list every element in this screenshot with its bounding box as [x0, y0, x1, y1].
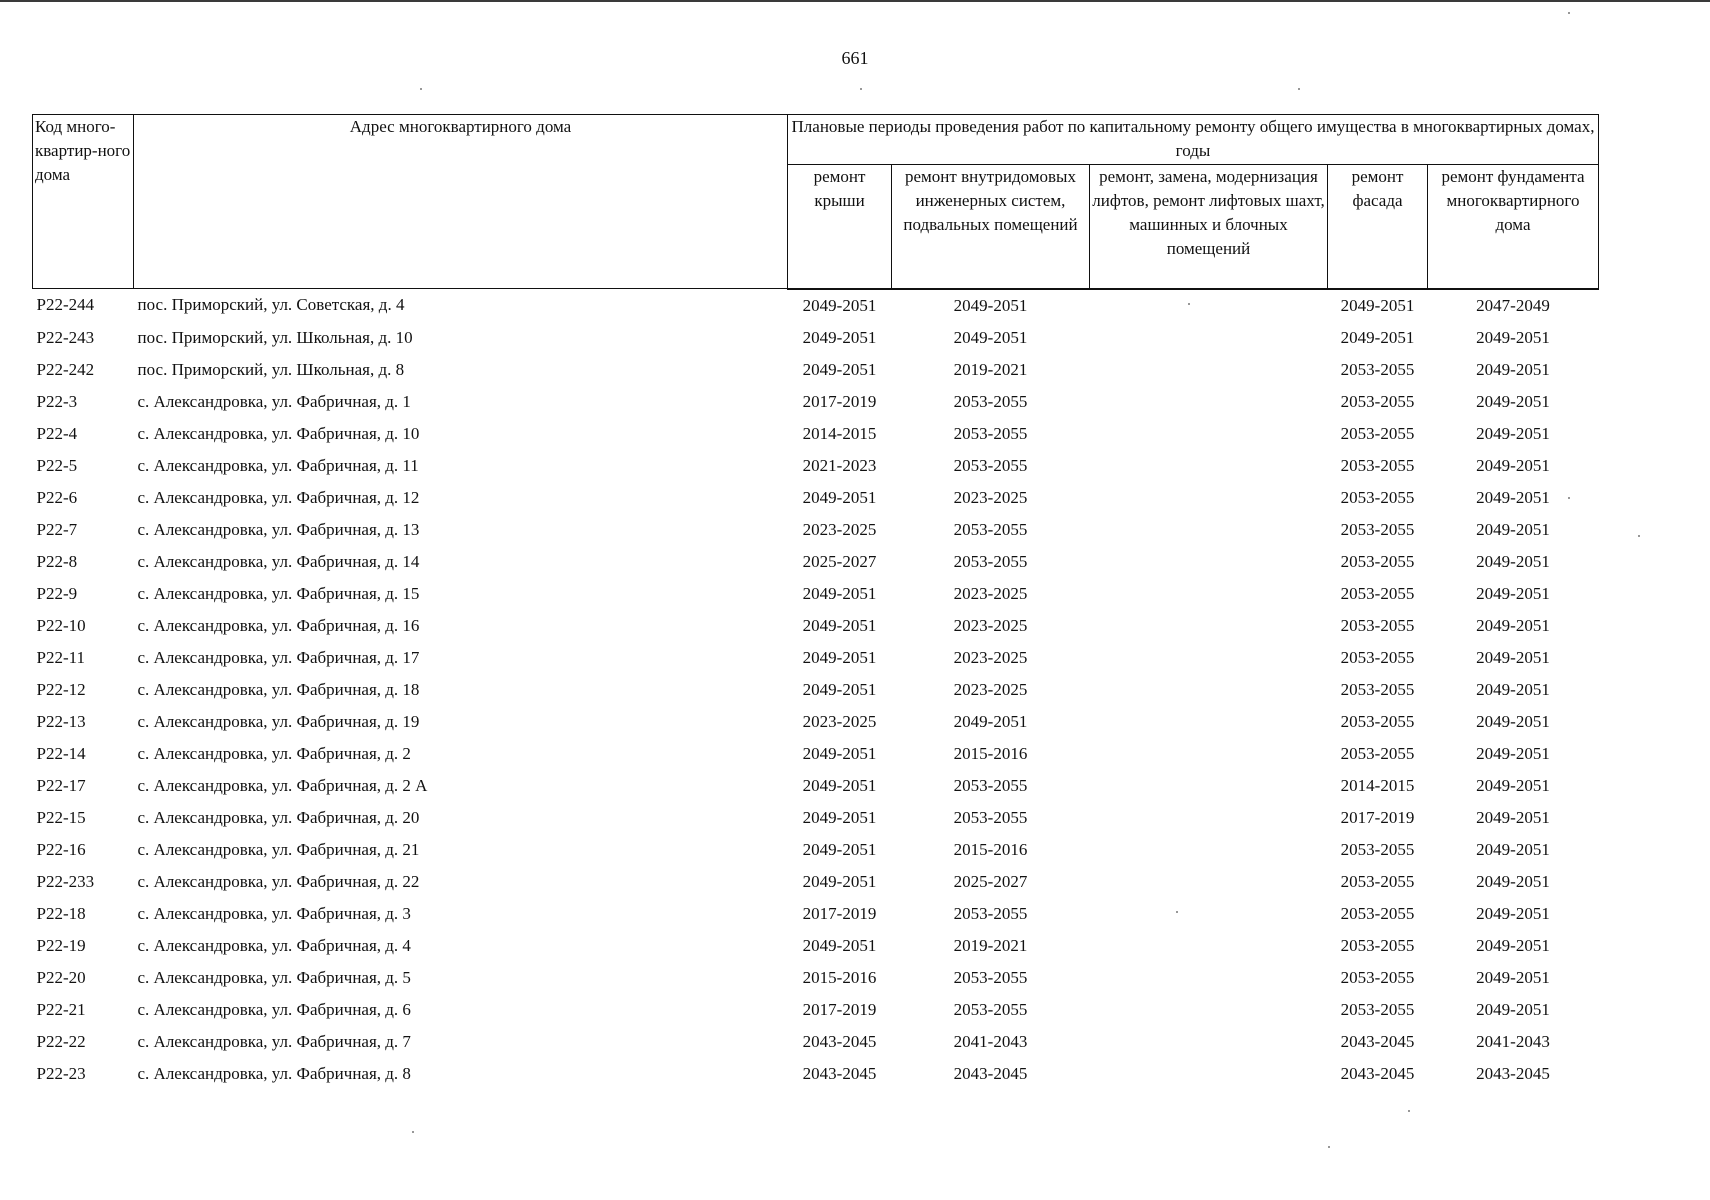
cell-code: Р22-21 — [36, 999, 86, 1019]
cell-code: Р22-243 — [36, 327, 95, 347]
cell-facade: 2043-2045 — [1340, 1031, 1415, 1051]
cell-roof: 2049-2051 — [802, 743, 877, 763]
table-row — [33, 1058, 1599, 1090]
cell-foundation: 2049-2051 — [1476, 583, 1550, 603]
cell-address: с. Александровка, ул. Фабричная, д. 21 — [137, 839, 420, 859]
cell-code: Р22-8 — [36, 551, 78, 571]
cell-code: Р22-9 — [36, 583, 78, 603]
table-row — [33, 289, 1599, 322]
capital-repair-table — [32, 114, 1599, 1090]
cell-roof: 2017-2019 — [802, 903, 877, 923]
cell-roof: 2049-2051 — [802, 327, 877, 347]
cell-elevators — [1090, 706, 1328, 738]
cell-elevators — [1090, 450, 1328, 482]
table-row — [33, 578, 1599, 610]
cell-engineering: 2053-2055 — [953, 999, 1028, 1019]
cell-foundation: 2041-2043 — [1476, 1031, 1550, 1051]
cell-address: с. Александровка, ул. Фабричная, д. 11 — [137, 455, 419, 475]
table-row — [33, 610, 1599, 642]
cell-elevators — [1090, 930, 1328, 962]
table-row — [33, 866, 1599, 898]
cell-facade: 2053-2055 — [1340, 359, 1415, 379]
cell-engineering: 2023-2025 — [953, 487, 1028, 507]
cell-foundation: 2049-2051 — [1476, 647, 1550, 667]
cell-code: Р22-7 — [36, 519, 78, 539]
cell-address: с. Александровка, ул. Фабричная, д. 3 — [137, 903, 411, 923]
table-row — [33, 898, 1599, 930]
cell-engineering: 2049-2051 — [953, 711, 1028, 731]
cell-elevators — [1090, 1058, 1328, 1090]
cell-address: с. Александровка, ул. Фабричная, д. 22 — [137, 871, 420, 891]
cell-elevators — [1090, 610, 1328, 642]
cell-engineering: 2015-2016 — [953, 839, 1028, 859]
table-row — [33, 482, 1599, 514]
cell-facade: 2053-2055 — [1340, 679, 1415, 699]
cell-engineering: 2043-2045 — [953, 1063, 1028, 1083]
header-engineering: ремонт внутридомовых инженерных систем, подвальных помещений — [892, 165, 1090, 289]
cell-facade: 2053-2055 — [1340, 999, 1415, 1019]
cell-roof: 2049-2051 — [802, 935, 877, 955]
cell-foundation: 2049-2051 — [1476, 359, 1550, 379]
cell-engineering: 2023-2025 — [953, 583, 1028, 603]
cell-roof: 2049-2051 — [802, 295, 877, 315]
header-code: Код много-квартир-ного дома — [33, 115, 134, 289]
cell-code: Р22-23 — [36, 1063, 86, 1083]
cell-foundation: 2049-2051 — [1476, 967, 1550, 987]
scan-speck — [1298, 88, 1300, 90]
cell-elevators — [1090, 514, 1328, 546]
cell-roof: 2043-2045 — [802, 1063, 877, 1083]
cell-address: с. Александровка, ул. Фабричная, д. 5 — [137, 967, 411, 987]
cell-elevators — [1090, 322, 1328, 354]
cell-elevators — [1090, 738, 1328, 770]
cell-roof: 2049-2051 — [802, 839, 877, 859]
cell-roof: 2049-2051 — [802, 583, 877, 603]
cell-address: пос. Приморский, ул. Школьная, д. 8 — [137, 359, 405, 379]
cell-engineering: 2023-2025 — [953, 615, 1028, 635]
cell-roof: 2023-2025 — [802, 711, 877, 731]
cell-elevators — [1090, 418, 1328, 450]
page-number: 661 — [841, 48, 869, 68]
cell-elevators — [1090, 674, 1328, 706]
table-row — [33, 322, 1599, 354]
cell-facade: 2053-2055 — [1340, 391, 1415, 411]
cell-engineering: 2015-2016 — [953, 743, 1028, 763]
cell-code: Р22-18 — [36, 903, 86, 923]
cell-roof: 2049-2051 — [802, 679, 877, 699]
cell-foundation: 2049-2051 — [1476, 839, 1550, 859]
cell-code: Р22-14 — [36, 743, 86, 763]
cell-roof: 2043-2045 — [802, 1031, 877, 1051]
table-header — [33, 115, 1599, 289]
table-row — [33, 1026, 1599, 1058]
table-row — [33, 994, 1599, 1026]
cell-facade: 2043-2045 — [1340, 1063, 1415, 1083]
cell-facade: 2053-2055 — [1340, 487, 1415, 507]
cell-facade: 2053-2055 — [1340, 583, 1415, 603]
cell-code: Р22-22 — [36, 1031, 86, 1051]
header-planned-periods: Плановые периоды проведения работ по капитальному ремонту общего имущества в многоквартирных домах, годы — [788, 115, 1599, 165]
scan-speck — [1188, 303, 1190, 305]
cell-roof: 2017-2019 — [802, 391, 877, 411]
cell-roof: 2025-2027 — [802, 551, 877, 571]
cell-address: с. Александровка, ул. Фабричная, д. 12 — [137, 487, 420, 507]
scan-speck — [1568, 12, 1570, 14]
scan-speck — [1328, 1146, 1330, 1148]
cell-address: пос. Приморский, ул. Советская, д. 4 — [137, 295, 405, 315]
cell-elevators — [1090, 898, 1328, 930]
cell-elevators — [1090, 482, 1328, 514]
cell-address: с. Александровка, ул. Фабричная, д. 8 — [137, 1063, 411, 1083]
table-row — [33, 834, 1599, 866]
cell-code: Р22-242 — [36, 359, 95, 379]
cell-roof: 2014-2015 — [802, 423, 877, 443]
table-row — [33, 930, 1599, 962]
cell-foundation: 2049-2051 — [1476, 935, 1550, 955]
cell-elevators — [1090, 546, 1328, 578]
table-row — [33, 354, 1599, 386]
header-elevators: ремонт, замена, модернизация лифтов, ремонт лифтовых шахт, машинных и блочных помещений — [1090, 165, 1328, 289]
scan-speck — [1176, 911, 1178, 913]
cell-roof: 2049-2051 — [802, 615, 877, 635]
table-row — [33, 546, 1599, 578]
cell-elevators — [1090, 1026, 1328, 1058]
cell-code: Р22-3 — [36, 391, 78, 411]
cell-roof: 2021-2023 — [802, 455, 877, 475]
cell-facade: 2053-2055 — [1340, 615, 1415, 635]
cell-engineering: 2053-2055 — [953, 455, 1028, 475]
cell-code: Р22-5 — [36, 455, 78, 475]
cell-engineering: 2019-2021 — [953, 935, 1028, 955]
cell-facade: 2053-2055 — [1340, 871, 1415, 891]
cell-code: Р22-16 — [36, 839, 86, 859]
cell-code: Р22-19 — [36, 935, 86, 955]
cell-engineering: 2053-2055 — [953, 519, 1028, 539]
cell-code: Р22-4 — [36, 423, 78, 443]
cell-engineering: 2053-2055 — [953, 423, 1028, 443]
cell-address: с. Александровка, ул. Фабричная, д. 16 — [137, 615, 420, 635]
scan-speck — [1568, 497, 1570, 499]
cell-facade: 2053-2055 — [1340, 519, 1415, 539]
cell-facade: 2014-2015 — [1340, 775, 1415, 795]
cell-engineering: 2053-2055 — [953, 775, 1028, 795]
cell-foundation: 2047-2049 — [1476, 295, 1550, 315]
cell-address: с. Александровка, ул. Фабричная, д. 2 — [137, 743, 411, 763]
cell-roof: 2023-2025 — [802, 519, 877, 539]
cell-facade: 2049-2051 — [1340, 295, 1415, 315]
cell-facade: 2053-2055 — [1340, 423, 1415, 443]
cell-code: Р22-15 — [36, 807, 86, 827]
cell-foundation: 2049-2051 — [1476, 391, 1550, 411]
header-facade: ремонт фасада — [1328, 165, 1428, 289]
cell-foundation: 2049-2051 — [1476, 679, 1550, 699]
cell-foundation: 2049-2051 — [1476, 999, 1550, 1019]
cell-foundation: 2049-2051 — [1476, 807, 1550, 827]
cell-address: с. Александровка, ул. Фабричная, д. 1 — [137, 391, 411, 411]
scan-speck — [860, 88, 862, 90]
cell-code: Р22-20 — [36, 967, 86, 987]
cell-facade: 2017-2019 — [1340, 807, 1415, 827]
cell-facade: 2053-2055 — [1340, 551, 1415, 571]
cell-code: Р22-244 — [36, 295, 95, 315]
cell-address: с. Александровка, ул. Фабричная, д. 17 — [137, 647, 420, 667]
table-row — [33, 706, 1599, 738]
cell-engineering: 2025-2027 — [953, 871, 1028, 891]
header-foundation: ремонт фундамента многоквартирного дома — [1428, 165, 1599, 289]
cell-foundation: 2049-2051 — [1476, 519, 1550, 539]
cell-elevators — [1090, 642, 1328, 674]
cell-address: с. Александровка, ул. Фабричная, д. 13 — [137, 519, 420, 539]
cell-address: с. Александровка, ул. Фабричная, д. 18 — [137, 679, 420, 699]
cell-address: с. Александровка, ул. Фабричная, д. 14 — [137, 551, 420, 571]
cell-roof: 2049-2051 — [802, 359, 877, 379]
cell-foundation: 2049-2051 — [1476, 871, 1550, 891]
cell-elevators — [1090, 354, 1328, 386]
cell-foundation: 2049-2051 — [1476, 743, 1550, 763]
cell-code: Р22-13 — [36, 711, 86, 731]
cell-roof: 2049-2051 — [802, 871, 877, 891]
cell-facade: 2053-2055 — [1340, 711, 1415, 731]
cell-elevators — [1090, 994, 1328, 1026]
cell-address: с. Александровка, ул. Фабричная, д. 19 — [137, 711, 420, 731]
cell-roof: 2049-2051 — [802, 487, 877, 507]
cell-foundation: 2049-2051 — [1476, 711, 1550, 731]
cell-foundation: 2049-2051 — [1476, 455, 1550, 475]
scan-speck — [1638, 535, 1640, 537]
cell-facade: 2053-2055 — [1340, 935, 1415, 955]
cell-code: Р22-10 — [36, 615, 86, 635]
cell-foundation: 2049-2051 — [1476, 487, 1550, 507]
cell-foundation: 2043-2045 — [1476, 1063, 1550, 1083]
cell-engineering: 2053-2055 — [953, 391, 1028, 411]
cell-roof: 2049-2051 — [802, 807, 877, 827]
cell-engineering: 2053-2055 — [953, 807, 1028, 827]
cell-elevators — [1090, 834, 1328, 866]
table-row — [33, 642, 1599, 674]
cell-code: Р22-17 — [36, 775, 86, 795]
cell-facade: 2053-2055 — [1340, 455, 1415, 475]
cell-engineering: 2053-2055 — [953, 903, 1028, 923]
cell-foundation: 2049-2051 — [1476, 903, 1550, 923]
cell-facade: 2053-2055 — [1340, 839, 1415, 859]
cell-engineering: 2023-2025 — [953, 679, 1028, 699]
cell-facade: 2053-2055 — [1340, 647, 1415, 667]
table-row — [33, 770, 1599, 802]
header-roof: ремонт крыши — [788, 165, 892, 289]
cell-roof: 2049-2051 — [802, 647, 877, 667]
cell-engineering: 2049-2051 — [953, 295, 1028, 315]
cell-address: с. Александровка, ул. Фабричная, д. 7 — [137, 1031, 411, 1051]
cell-address: с. Александровка, ул. Фабричная, д. 6 — [137, 999, 411, 1019]
cell-foundation: 2049-2051 — [1476, 551, 1550, 571]
cell-address: с. Александровка, ул. Фабричная, д. 10 — [137, 423, 420, 443]
scan-speck — [412, 1131, 414, 1133]
scan-speck — [420, 88, 422, 90]
table-row — [33, 802, 1599, 834]
cell-facade: 2053-2055 — [1340, 967, 1415, 987]
cell-facade: 2053-2055 — [1340, 743, 1415, 763]
header-address: Адрес многоквартирного дома — [134, 115, 788, 289]
cell-elevators — [1090, 770, 1328, 802]
table-row — [33, 450, 1599, 482]
table-row — [33, 962, 1599, 994]
cell-engineering: 2053-2055 — [953, 967, 1028, 987]
cell-code: Р22-6 — [36, 487, 78, 507]
cell-foundation: 2049-2051 — [1476, 327, 1550, 347]
cell-foundation: 2049-2051 — [1476, 615, 1550, 635]
table-row — [33, 738, 1599, 770]
cell-code: Р22-12 — [36, 679, 86, 699]
cell-elevators — [1090, 962, 1328, 994]
cell-roof: 2015-2016 — [802, 967, 877, 987]
cell-elevators — [1090, 866, 1328, 898]
cell-engineering: 2053-2055 — [953, 551, 1028, 571]
cell-foundation: 2049-2051 — [1476, 775, 1550, 795]
cell-address: с. Александровка, ул. Фабричная, д. 20 — [137, 807, 420, 827]
cell-engineering: 2041-2043 — [953, 1031, 1028, 1051]
cell-code: Р22-11 — [36, 647, 85, 667]
scan-edge-line — [0, 0, 1710, 2]
table-row — [33, 674, 1599, 706]
cell-elevators — [1090, 578, 1328, 610]
table-row — [33, 386, 1599, 418]
cell-engineering: 2049-2051 — [953, 327, 1028, 347]
table-body — [33, 289, 1599, 1090]
cell-address: с. Александровка, ул. Фабричная, д. 2 А — [137, 775, 428, 795]
cell-elevators — [1090, 802, 1328, 834]
cell-foundation: 2049-2051 — [1476, 423, 1550, 443]
scan-speck — [1408, 1110, 1410, 1112]
cell-address: пос. Приморский, ул. Школьная, д. 10 — [137, 327, 413, 347]
cell-elevators — [1090, 289, 1328, 322]
cell-facade: 2053-2055 — [1340, 903, 1415, 923]
cell-address: с. Александровка, ул. Фабричная, д. 15 — [137, 583, 420, 603]
cell-roof: 2049-2051 — [802, 775, 877, 795]
table-row — [33, 418, 1599, 450]
cell-elevators — [1090, 386, 1328, 418]
table-row — [33, 514, 1599, 546]
cell-engineering: 2019-2021 — [953, 359, 1028, 379]
cell-roof: 2017-2019 — [802, 999, 877, 1019]
cell-address: с. Александровка, ул. Фабричная, д. 4 — [137, 935, 411, 955]
cell-code: Р22-233 — [36, 871, 95, 891]
cell-facade: 2049-2051 — [1340, 327, 1415, 347]
cell-engineering: 2023-2025 — [953, 647, 1028, 667]
